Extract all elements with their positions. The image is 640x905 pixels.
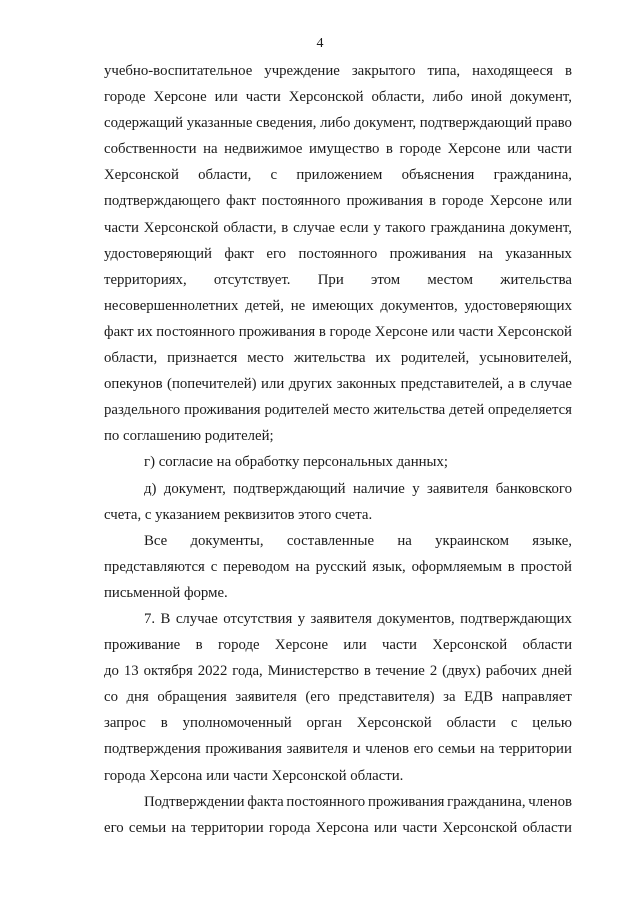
- text-line: территориях, отсутствует. При этом местом жительства: [104, 271, 572, 288]
- text-line: со дня обращения заявителя (его представителя) за ЕДВ направляет: [104, 689, 572, 706]
- paragraph-6: [104, 789, 572, 841]
- text-line: по соглашению родителей;: [104, 428, 274, 445]
- paragraph-4: [104, 528, 572, 606]
- text-line: Херсонской области, с приложением объяснения гражданина,: [104, 167, 572, 184]
- paragraph-2: [104, 449, 572, 475]
- text-line: до 13 октября 2022 года, Министерство в течение 2 (двух) рабочих дней: [104, 663, 572, 680]
- text-line: области, признается место жительства их родителей, усыновителей,: [104, 350, 572, 367]
- page-number: 4: [316, 36, 324, 51]
- text-line: городе Херсоне или части Херсонской области, либо иной документ,: [104, 89, 572, 106]
- text-line: г) согласие на обработку персональных данных;: [144, 454, 448, 471]
- text-line: раздельного проживания родителей место жительства детей определяется: [104, 402, 572, 419]
- text-line: подтверждающего факт постоянного проживания в городе Херсоне или: [104, 193, 572, 210]
- text-line: учебно-воспитательное учреждение закрытого типа, находящееся в: [104, 63, 572, 79]
- text-line: Подтверждении факта постоянного проживания гражданина, членов: [144, 793, 572, 810]
- text-line: 7. В случае отсутствия у заявителя документов, подтверждающих: [144, 610, 572, 627]
- text-line: факт их постоянного проживания в городе Херсоне или части Херсонской: [104, 323, 572, 340]
- text-line: части Херсонской области, в случае если у такого гражданина документ,: [104, 219, 572, 236]
- text-line: опекунов (попечителей) или других законных представителей, а в случае: [104, 376, 572, 393]
- paragraph-5: [104, 606, 572, 789]
- paragraph-1: [104, 58, 572, 449]
- text-line: д) документ, подтверждающий наличие у заявителя банковского: [144, 480, 572, 497]
- text-line: счета, с указанием реквизитов этого счета.: [104, 506, 373, 523]
- document-body: [104, 58, 572, 841]
- text-line: удостоверяющий факт его постоянного проживания на указанных: [104, 245, 572, 262]
- text-line: запрос в уполномоченный орган Херсонской области с целью: [104, 715, 572, 732]
- text-line: проживание в городе Херсоне или части Херсонской области: [104, 637, 572, 654]
- text-line: Все документы, составленные на украинском языке,: [144, 532, 572, 549]
- text-line: подтверждения проживания заявителя и членов его семьи на территории: [104, 741, 572, 758]
- text-line: представляются с переводом на русский язык, оформляемым в простой: [104, 558, 572, 575]
- text-line: собственности на недвижимое имущество в городе Херсоне или части: [104, 141, 572, 158]
- text-line: его семьи на территории города Херсона или части Херсонской области: [104, 819, 572, 836]
- text-line: несовершеннолетних детей, не имеющих документов, удостоверяющих: [104, 297, 572, 314]
- text-line: содержащий указанные сведения, либо документ, подтверждающий право: [104, 115, 572, 132]
- text-line: города Херсона или части Херсонской области.: [104, 767, 404, 784]
- paragraph-3: [104, 476, 572, 528]
- text-line: письменной форме.: [104, 584, 228, 601]
